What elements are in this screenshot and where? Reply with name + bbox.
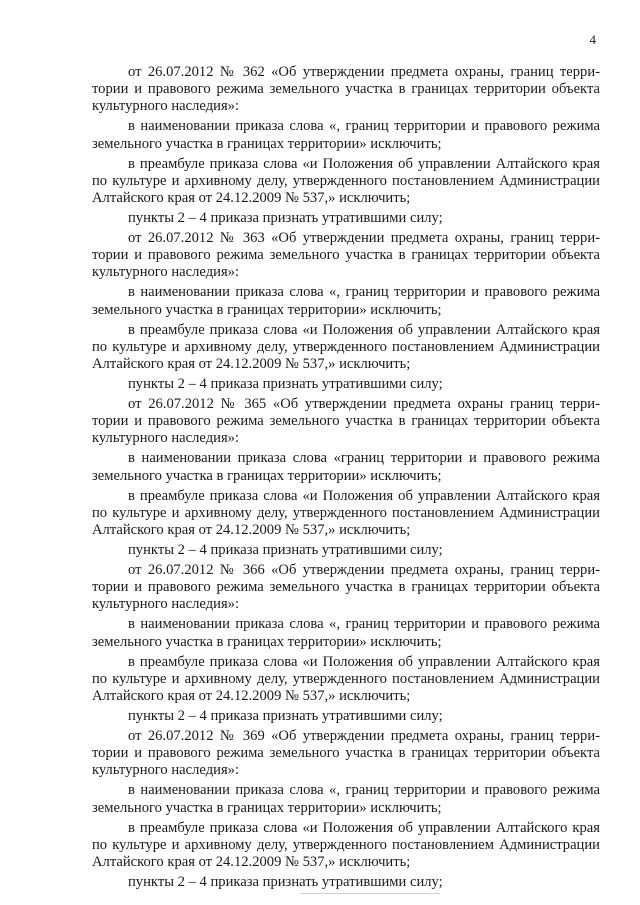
paragraph-order-363: от 26.07.2012 № 363 «Об утверждении предмета охраны, границ территории и правового режима земельного участка в границах территории объекта культурного наследия»: xyxy=(92,230,600,281)
page-number: 4 xyxy=(589,32,596,47)
paragraph-title-change: в наименовании приказа слова «границ территории и правового режима земельного участка в границах территории» исключить; xyxy=(92,450,600,484)
paragraph-repeal-points: пункты 2 – 4 приказа признать утратившими силу; xyxy=(128,210,443,227)
document-body xyxy=(92,64,600,894)
paragraph-preamble-change: в преамбуле приказа слова «и Положения об управлении Алтайского края по культуре и архивному делу, утвержденного постановлением Администрации Алтайского края от 24.12.2009 № 537,» исключить; xyxy=(92,321,600,373)
paragraph-preamble-change: в преамбуле приказа слова «и Положения об управлении Алтайского края по культуре и архивному делу, утвержденного постановлением Администрации Алтайского края от 24.12.2009 № 537,» исключить; xyxy=(92,487,600,539)
paragraph-preamble-change: в преамбуле приказа слова «и Положения об управлении Алтайского края по культуре и архивному делу, утвержденного постановлением Администрации Алтайского края от 24.12.2009 № 537,» исключить; xyxy=(92,819,600,871)
paragraph-repeal-points: пункты 2 – 4 приказа признать утратившими силу; xyxy=(128,376,443,393)
paragraph-repeal-points: пункты 2 – 4 приказа признать утратившими силу; xyxy=(128,542,443,559)
paragraph-title-change: в наименовании приказа слова «, границ территории и правового режима земельного участка в границах территории» исключить; xyxy=(92,118,600,152)
paragraph-order-369: от 26.07.2012 № 369 «Об утверждении предмета охраны, границ территории и правового режима земельного участка в границах территории объекта культурного наследия»: xyxy=(92,728,600,779)
paragraph-repeal-points: пункты 2 – 4 приказа признать утратившими силу; xyxy=(128,874,443,891)
scan-edge-line xyxy=(300,893,440,894)
paragraph-title-change: в наименовании приказа слова «, границ территории и правового режима земельного участка в границах территории» исключить; xyxy=(92,782,600,816)
paragraph-order-362: от 26.07.2012 № 362 «Об утверждении предмета охраны, границ территории и правового режима земельного участка в границах территории объекта культурного наследия»: xyxy=(92,64,600,115)
paragraph-preamble-change: в преамбуле приказа слова «и Положения об управлении Алтайского края по культуре и архивному делу, утвержденного постановлением Администрации Алтайского края от 24.12.2009 № 537,» исключить; xyxy=(92,653,600,705)
paragraph-order-365: от 26.07.2012 № 365 «Об утверждении предмета охраны границ территории и правового режима земельного участка в границах территории объекта культурного наследия»: xyxy=(92,396,600,447)
paragraph-order-366: от 26.07.2012 № 366 «Об утверждении предмета охраны, границ территории и правового режима земельного участка в границах территории объекта культурного наследия»: xyxy=(92,562,600,613)
paragraph-title-change: в наименовании приказа слова «, границ территории и правового режима земельного участка в границах территории» исключить; xyxy=(92,616,600,650)
paragraph-repeal-points: пункты 2 – 4 приказа признать утратившими силу; xyxy=(128,708,443,725)
paragraph-title-change: в наименовании приказа слова «, границ территории и правового режима земельного участка в границах территории» исключить; xyxy=(92,284,600,318)
paragraph-preamble-change: в преамбуле приказа слова «и Положения об управлении Алтайского края по культуре и архивному делу, утвержденного постановлением Администрации Алтайского края от 24.12.2009 № 537,» исключить; xyxy=(92,155,600,207)
